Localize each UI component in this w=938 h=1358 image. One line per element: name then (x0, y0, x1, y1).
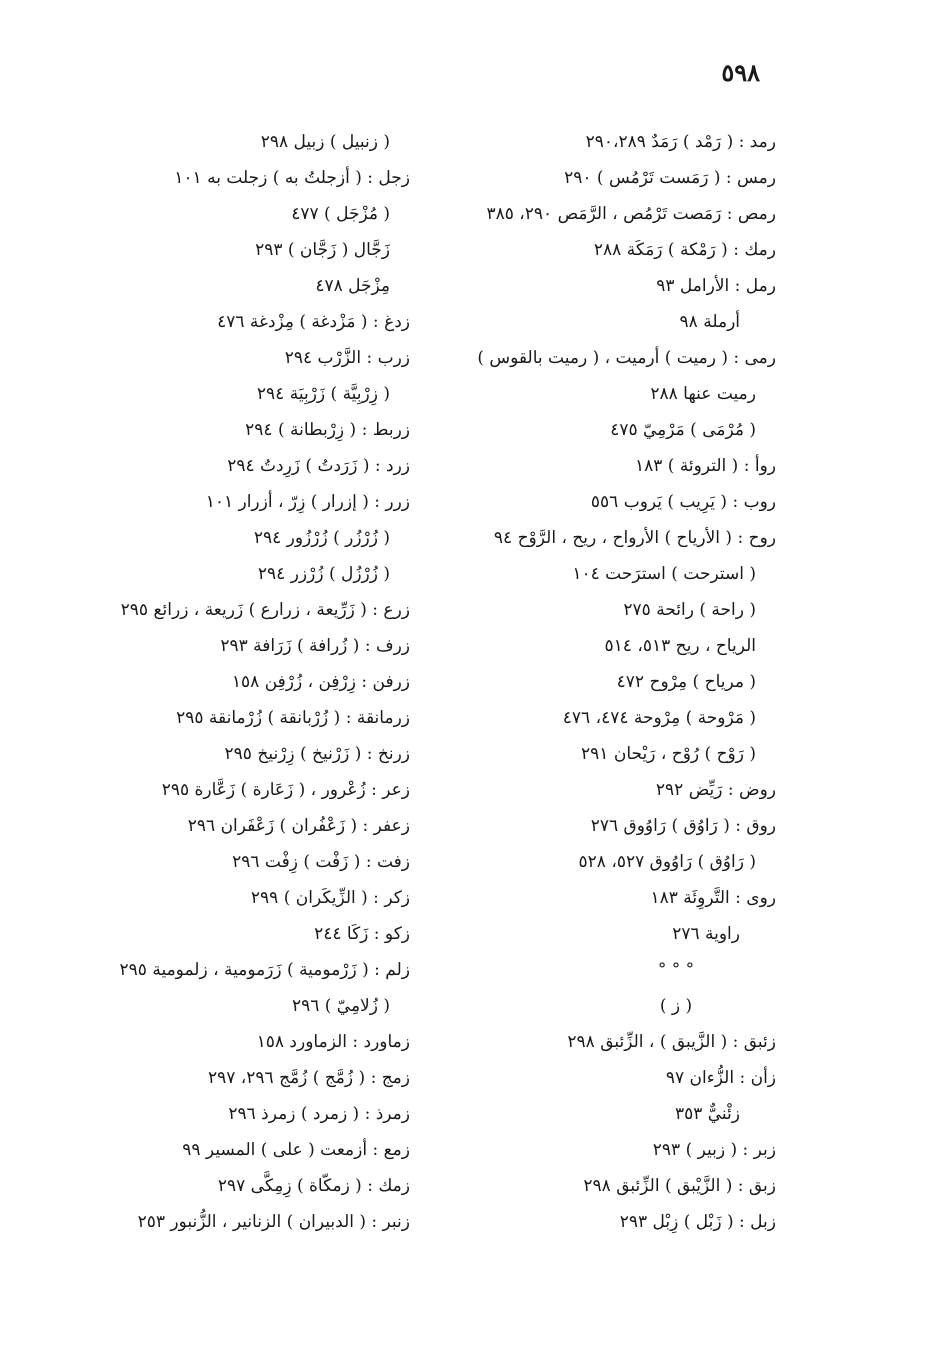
index-entry: زبر : ( زبير ) ٢٩٣ (652, 1140, 776, 1160)
index-entry: ( مُرْمَى ) مَرْمِيّ ٤٧٥ (610, 420, 756, 440)
index-entry: زجل : ( أزجلتُ به ) زجلت به ١٠١ (174, 168, 410, 188)
index-entry: زرف : ( زُرافة ) زَرَافة ٢٩٣ (220, 636, 410, 656)
index-entry: ( استرحت ) استرَحت ١٠٤ (572, 564, 756, 584)
index-entry: روب : ( يَرِيب ) يَروب ٥٥٦ (590, 492, 776, 512)
index-column-right (456, 124, 776, 1240)
index-entry: زرنخ : ( زَرْنيخ ) زِرْنيخ ٢٩٥ (224, 744, 410, 764)
index-entry: زرمانقة : ( زُرْبانقة ) زُرْمانقة ٢٩٥ (176, 708, 410, 728)
index-entry: زمك : ( زمكّاة ) زِمِكَّى ٢٩٧ (217, 1176, 410, 1196)
index-entry: روى : التَّروِئَة ١٨٣ (650, 888, 776, 908)
index-entry: ( رَاوُق ) رَاوُوق ٥٢٧، ٥٢٨ (578, 852, 756, 872)
index-entry: مِزْجَل ٤٧٨ (315, 276, 390, 296)
page-number: ٥٩٨ (721, 58, 760, 87)
index-entry: ( رَوْح ) رُوْح ، رَيْحان ٢٩١ (581, 744, 756, 764)
index-entry: رمص : رَمَصت تَرْمُص ، الرَّمَص ٢٩٠، ٣٨٥ (486, 204, 776, 224)
index-entry: زكو : زَكَا ٢٤٤ (314, 924, 410, 944)
index-entry: زرفن : زِرْفِن ، زُرْفِن ١٥٨ (231, 672, 410, 692)
index-entry: روأ : ( التروئة ) ١٨٣ (634, 456, 776, 476)
index-entry: زرب : الزَّرْب ٢٩٤ (284, 348, 410, 368)
index-entry: رمك : ( رَمْكة ) رَمَكَة ٢٨٨ (593, 240, 776, 260)
index-entry: زئبق : ( الزَّيبق ) ، الزِّئبق ٢٩٨ (567, 1032, 776, 1052)
index-entry: روض : رَيِّض ٢٩٢ (655, 780, 776, 800)
index-entry: ° ° ° (657, 960, 695, 980)
index-entry: ( زِرْبِيَّة ) زَرْبِيَة ٢٩٤ (256, 384, 390, 404)
index-entry: رمد : ( رَمْد ) رَمَدٌ ٢٩٠،٢٨٩ (585, 132, 776, 152)
index-entry: زبل : ( زَبْل ) زِبْل ٢٩٣ (619, 1212, 776, 1232)
index-entry: زرر : ( إزرار ) زِرّ ، أزرار ١٠١ (205, 492, 410, 512)
index-entry: ( مُزْجَل ) ٤٧٧ (291, 204, 390, 224)
index-entry: زبق : ( الزَّيْبق ) الزِّئبق ٢٩٨ (583, 1176, 776, 1196)
index-entry: زمع : أزمعت ( على ) المسير ٩٩ (182, 1140, 410, 1160)
index-entry: الرياح ، ريح ٥١٣، ٥١٤ (604, 636, 756, 656)
index-entry: زَجَّال ( زَجَّان ) ٢٩٣ (255, 240, 390, 260)
index-entry: ( راحة ) رائحة ٢٧٥ (623, 600, 756, 620)
index-entry: زربط : ( زِرْبطانة ) ٢٩٤ (245, 420, 410, 440)
index-entry: زمرذ : ( زمرد ) زمرذ ٢٩٦ (228, 1104, 410, 1124)
index-entry: زكر : ( الزِّيكَران ) ٢٩٩ (250, 888, 410, 908)
index-entry: زلم : ( زَرْمومية ) زَرَمومية ، زلمومية ٢٩٥ (119, 960, 410, 980)
index-entry: أرملة ٩٨ (679, 312, 740, 332)
index-entry: ( ز ) (659, 996, 693, 1016)
index-entry: ( زُلامِيّ ) ٢٩٦ (291, 996, 390, 1016)
index-entry: زفت : ( زَفْت ) زِفْت ٢٩٦ (232, 852, 410, 872)
index-entry: ( مرياح ) مِرْوح ٤٧٢ (616, 672, 756, 692)
index-entry: روح : ( الأرياح ) الأرواح ، ريح ، الرَّوْح ٩٤ (493, 528, 776, 548)
index-entry: زعفر : ( زَعْفُران ) زَعْفَران ٢٩٦ (187, 816, 410, 836)
index-entry: زأن : الزُّءان ٩٧ (665, 1068, 776, 1088)
index-entry: ( زُرْزُل ) زُرْزر ٢٩٤ (257, 564, 390, 584)
index-entry: زمج : ( زُمَّج ) زُمَّج ٢٩٦، ٢٩٧ (208, 1068, 410, 1088)
index-entry: زنبر : ( الدبيران ) الزنانير ، الزُّنبور ٢٥٣ (137, 1212, 410, 1232)
index-entry: راوية ٢٧٦ (672, 924, 740, 944)
index-entry: ( زُرْزُر ) زُرْزُور ٢٩٤ (253, 528, 390, 548)
index-column-left (80, 124, 410, 1240)
index-entry: زعر : زُعْرور ، ( زَعَارة ) زَعَّارة ٢٩٥ (161, 780, 410, 800)
index-entry: زماورد : الزماورد ١٥٨ (256, 1032, 410, 1052)
index-entry: روق : ( رَاوُق ) رَاوُوق ٢٧٦ (590, 816, 776, 836)
index-entry: رميت عنها ٢٨٨ (650, 384, 756, 404)
index-entry: رمس : ( رَمَست تَرْمُس ) ٢٩٠ (564, 168, 776, 188)
index-entry: ( زنبيل ) زبيل ٢٩٨ (260, 132, 390, 152)
index-entry: رمل : الأرامل ٩٣ (656, 276, 776, 296)
index-entry: ( مَرْوحة ) مِرْوحة ٤٧٤، ٤٧٦ (562, 708, 756, 728)
index-entry: رمى : ( رميت ) أرميت ، ( رميت بالقوس ) (477, 348, 776, 368)
index-entry: زرد : ( زَرَدتُ ) زَرِدتُ ٢٩٤ (227, 456, 410, 476)
index-entry: زدغ : ( مَزْدغة ) مِزْدغة ٤٧٦ (217, 312, 410, 332)
index-entry: زرع : ( زَرِّيعة ، زرارع ) زَريعة ، زرائع ٢٩٥ (120, 600, 410, 620)
index-entry: زئْنيٌّ ٣٥٣ (674, 1104, 740, 1124)
